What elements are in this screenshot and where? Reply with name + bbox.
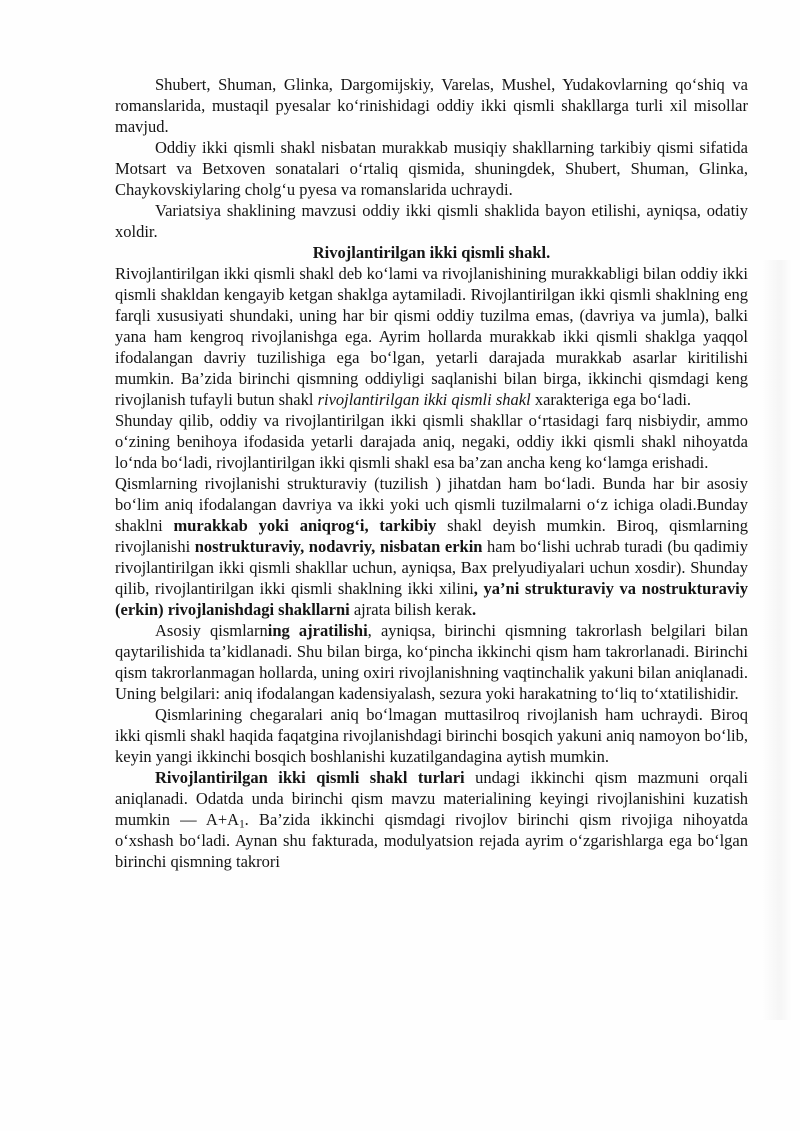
text-run: undagi ikkinchi qism mazmuni orqali aniqlanadi. Odatda unda birinchi qism mavzu materialining keyingi rivojlanishini kuzatish mumkin — A+A	[115, 768, 748, 829]
paragraph	[115, 704, 748, 767]
bold-text: nostrukturaviy, nodavriy, nisbatan erkin	[194, 537, 483, 556]
bold-text: .	[472, 600, 477, 619]
subscript-text: 1	[239, 818, 245, 831]
bold-text: Rivojlantirilgan ikki qismli shakl turlari	[155, 768, 465, 787]
text-run: ajrata bilish kerak	[349, 600, 473, 619]
text-run: Asosiy qismlarn	[155, 621, 268, 640]
document-body	[115, 74, 748, 872]
text-run: Variatsiya shaklining mavzusi oddiy ikki qismli shaklida bayon etilishi, ayniqsa, odatiy xoldir.	[115, 201, 748, 241]
text-run: . Ba’zida ikkinchi qismdagi rivojlov birinchi qism rivojiga nihoyatda oʻxshash boʻladi. Aynan shu fakturada, modulyatsion rejada ayrim oʻzgarishlarga ega boʻlgan birinchi qismning takrori	[115, 810, 748, 871]
text-run: Qismlarning rivojlanishi strukturaviy (tuzilish ) jihatdan ham boʻladi. Bunda har bir asosiy boʻlim aniq ifodalangan davriya va ikki yoki uch qismli tuzilmalarni oʻz ichiga oladi.Bunday shaklni	[115, 474, 748, 535]
text-run: , ayniqsa, birinchi qismning takrorlash belgilari bilan qaytarilishida ta’kidlanadi. Shu bilan birga, koʻpincha ikkinchi qism ham takrorlanadi. Birinchi qism takrorlanmagan hollarda, uning oxiri rivojlanishning vaqtinchalik yakuni bilan aniqlanadi. Uning belgilari: aniq ifodalangan kadensiyalash, sezura yoki harakatning toʻliq toʻxtatilishidir.	[115, 621, 748, 703]
paragraph	[115, 620, 748, 704]
section-heading	[115, 242, 748, 263]
bold-text: Rivojlantirilgan ikki qismli shakl.	[312, 243, 551, 262]
bold-text: murakkab yoki aniqrogʻi, tarkibiy	[173, 516, 437, 535]
bold-text: ing ajratilishi	[267, 621, 368, 640]
text-run: Shubert, Shuman, Glinka, Dargomijskiy, Varelas, Mushel, Yudakovlarning qoʻshiq va romanslarida, mustaqil pyesalar koʻrinishidagi oddiy ikki qismli shakllarga turli xil misollar mavjud.	[115, 75, 748, 136]
text-run: Rivojlantirilgan ikki qismli shakl deb koʻlami va rivojlanishining murakkabligi bilan oddiy ikki qismli shakldan kengayib ketgan shaklga aytamiladi. Rivojlantirilgan ikki qismli shaklning eng farqli xususiyati shundaki, uning har bir qismi oddiy tuzilma emas, (davriya va jumla), balki yana ham kengroq rivojlanishga ega. Ayrim hollarda murakkab ikki qismli shaklga yaqqol ifodalangan davriy tuzilishiga ega boʻlgan, yetarli darajada murakkab asarlar kiritilishi mumkin. Ba’zida birinchi qismning oddiyligi saqlanishi bilan birga, ikkinchi qismdagi keng rivojlanish tufayli butun shakl	[115, 264, 748, 409]
paragraph	[115, 200, 748, 242]
bold-text: , ya’ni strukturaviy va nostrukturaviy (erkin) rivojlanishdagi shakllarni	[115, 579, 749, 619]
text-run: Shunday qilib, oddiy va rivojlantirilgan ikki qismli shakllar oʻrtasidagi farq nisbiydir, ammo oʻzining benihoya ifodasida yetarli darajada aniq, negaki, oddiy ikki qismli shakl nihoyatda loʻnda boʻladi, rivojlantirilgan ikki qismli shakl esa ba’zan ancha keng koʻlamga erishadi.	[115, 411, 748, 472]
paragraph	[115, 767, 748, 872]
paragraph	[115, 473, 748, 620]
text-run: Qismlarining chegaralari aniq boʻlmagan muttasilroq rivojlanish ham uchraydi. Biroq ikki qismli shakl haqida faqatgina rivojlanishdagi birinchi bosqich yakuni aniq namoyon boʻlib, keyin yangi ikkinchi bosqich boshlanishi kuzatilgandagina aytish mumkin.	[115, 705, 748, 766]
text-run: xarakteriga ega boʻladi.	[530, 390, 692, 409]
text-run: ham boʻlishi uchrab turadi (bu qadimiy rivojlantirilgan ikki qismli shakllar uchun, ayniqsa, Bax prelyudiyalari uchun xosdir). Shunday qilib, rivojlantirilgan ikki qismli shaklning ikki xilini	[115, 537, 748, 598]
scan-shading	[762, 260, 792, 1020]
italic-text: rivojlantirilgan ikki qismli shakl	[317, 390, 531, 409]
paragraph	[115, 410, 748, 473]
paragraph	[115, 263, 748, 410]
text-run: shakl deyish mumkin. Biroq, qismlarning rivojlanishi	[115, 516, 748, 556]
text-run: Oddiy ikki qismli shakl nisbatan murakkab musiqiy shakllarning tarkibiy qismi sifatida Motsart va Betxoven sonatalari oʻrtaliq qismida, shuningdek, Shubert, Shuman, Glinka, Chaykovskiylaring cholgʻu pyesa va romanslarida uchraydi.	[115, 138, 748, 199]
paragraph	[115, 137, 748, 200]
paragraph	[115, 74, 748, 137]
